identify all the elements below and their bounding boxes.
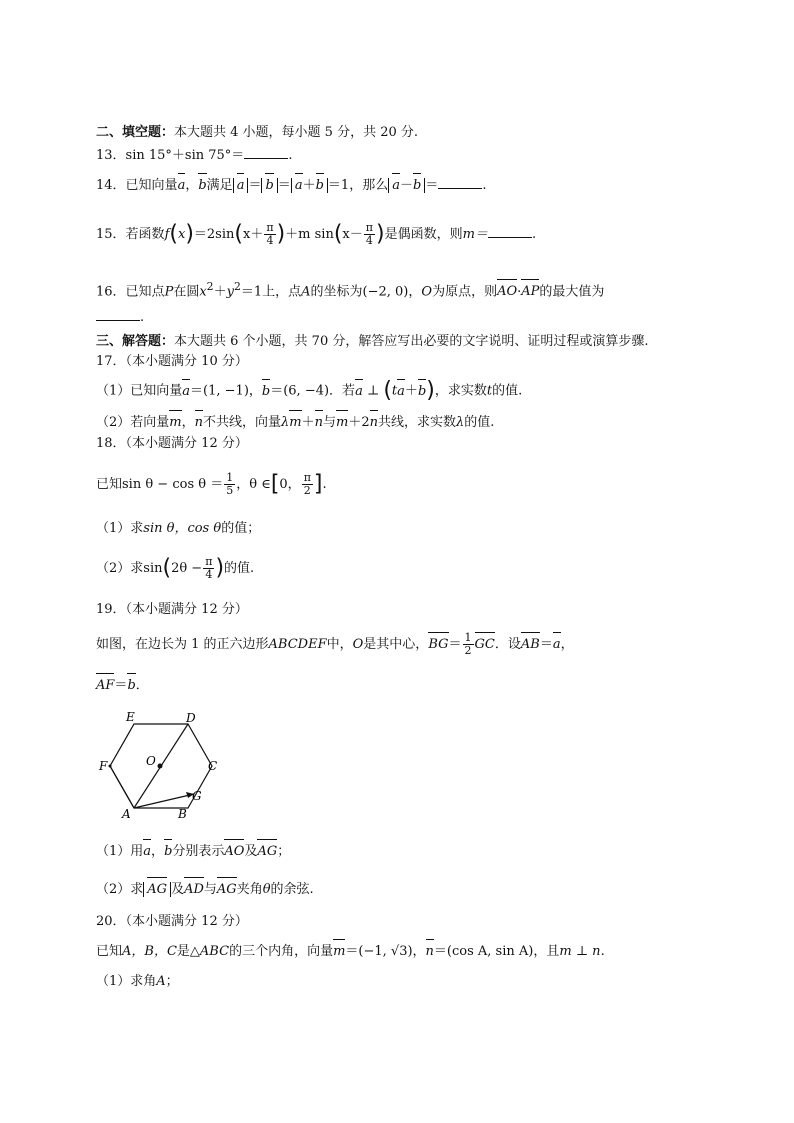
section3-heading bbox=[96, 332, 649, 352]
q19-part1: （1）用a，b分别表示AO及AG； bbox=[96, 842, 290, 862]
question-15: 15．若函数f(x)＝2sin(x＋ $\frac{\pi}{4}$ )＋m sin(x－ $\frac{\pi}{4}$ )是偶函数，则m＝ . bbox=[96, 221, 537, 247]
hexagon-figure bbox=[96, 710, 226, 822]
q18-given: 已知sin θ − cos θ ＝ $\frac{1}{5}$ ，θ ∈[0， $\frac{\pi}{2}$ ]. bbox=[96, 471, 327, 497]
q15-text-f: 是偶函数，则 bbox=[384, 227, 463, 242]
q19-title: 19．（本小题满分 12 分） bbox=[96, 602, 248, 617]
center-point-O bbox=[158, 764, 163, 769]
q16-answer-line: . bbox=[96, 306, 144, 328]
label-G: G bbox=[192, 789, 202, 803]
q13-text: sin 15°＋sin 75°＝ bbox=[125, 148, 245, 163]
q14-text-d: ＝ bbox=[425, 178, 439, 193]
q14-text-c: ＝1，那么 bbox=[327, 178, 389, 193]
q19-text-line1: 如图，在边长为 1 的正六边形ABCDEF中，O是其中心，BG＝ $\frac{1}{2}$ GC．设AB＝a， bbox=[96, 631, 574, 657]
q19-text-line2: AF＝b． bbox=[96, 676, 149, 696]
q15-text-d: ＋m sin bbox=[285, 227, 334, 242]
q15-text-g: m＝ bbox=[462, 227, 488, 242]
q20-given: 已知A，B，C是△ABC的三个内角，向量m＝(−1, √3)，n＝(cos A, sin A)，且m ⊥ n. bbox=[96, 942, 605, 962]
q16-text-e: (−2, 0) bbox=[362, 284, 409, 300]
q17-part1: （1）已知向量a＝(1, −1)，b＝(6, −4)．若a ⊥ (ta＋b)，求实数t的值. bbox=[96, 378, 523, 403]
q15-text-c: x＋ bbox=[242, 227, 264, 242]
q17-title: 17．（本小题满分 10 分） bbox=[96, 354, 248, 369]
q16-number: 16． bbox=[96, 284, 126, 300]
q15-answer-blank[interactable] bbox=[488, 223, 532, 238]
section2-heading bbox=[96, 123, 418, 143]
label-C: C bbox=[208, 759, 218, 773]
segment-AG bbox=[134, 794, 194, 808]
section2-label: 二、填空题： bbox=[96, 125, 175, 140]
q14-text-a: 已知向量 bbox=[125, 178, 178, 193]
q20-part1: （1）求角A； bbox=[96, 974, 179, 989]
label-F: F bbox=[99, 759, 108, 773]
q17-part2: （2）若向量m，n不共线，向量λm＋n与m＋2n共线，求实数λ的值. bbox=[96, 413, 494, 433]
q14-number: 14． bbox=[96, 178, 126, 193]
q15-number: 15． bbox=[96, 227, 126, 242]
q14-text-b: 满足 bbox=[206, 178, 233, 193]
q16-text-h: 的最大值为 bbox=[539, 284, 605, 300]
question-14: 14．已知向量a，b满足 a ＝ b ＝ a＋b ＝1，那么 a－b ＝ . bbox=[96, 174, 486, 196]
frac-pi-4-b: $\frac{\pi}{4}$ bbox=[365, 221, 373, 247]
q18-title: 18．（本小题满分 12 分） bbox=[96, 436, 248, 451]
q16-text-a: 已知点 bbox=[125, 284, 165, 300]
q16-answer-blank[interactable] bbox=[96, 306, 140, 321]
vector-a: a bbox=[178, 176, 186, 196]
label-O: O bbox=[146, 754, 156, 768]
label-E: E bbox=[126, 710, 135, 724]
question-16: 16．已知点P在圆$x^2+y^2=1$上，点A的坐标为(−2, 0)，O为原点，则AO·AP的最大值为 bbox=[96, 277, 604, 302]
q18-part2: （2）求sin(2θ − $\frac{\pi}{4}$ )的值. bbox=[96, 555, 255, 581]
frac-pi-4-a: $\frac{\pi}{4}$ bbox=[266, 221, 274, 247]
q15-text-b: ＝2sin bbox=[193, 227, 235, 242]
vector-b: b bbox=[198, 176, 206, 196]
section2-desc: 本大题共 4 小题，每小题 5 分，共 20 分. bbox=[174, 125, 419, 140]
label-D: D bbox=[186, 711, 196, 725]
q13-number: 13． bbox=[96, 148, 126, 163]
q13-answer-blank[interactable] bbox=[244, 144, 288, 159]
q16-text-g: 为原点，则 bbox=[432, 284, 498, 300]
label-B: B bbox=[178, 807, 187, 821]
label-A: A bbox=[122, 807, 131, 821]
q20-title: 20．（本小题满分 12 分） bbox=[96, 914, 248, 929]
q15-text-e: x－ bbox=[342, 227, 363, 242]
q16-text-c: 上，点 bbox=[262, 284, 302, 300]
q19-part2: （2）求 AG 及AD与AG夹角θ的余弦. bbox=[96, 880, 314, 900]
section3-desc: 本大题共 6 个小题，共 70 分，解答应写出必要的文字说明、证明过程或演算步骤. bbox=[174, 334, 649, 349]
vertex-dot-F bbox=[109, 765, 112, 768]
q15-text-a: 若函数 bbox=[125, 227, 165, 242]
q14-answer-blank[interactable] bbox=[438, 174, 482, 189]
q16-text-b: 在圆 bbox=[173, 284, 200, 300]
q18-part1: （1）求sin θ，cos θ的值； bbox=[96, 521, 261, 536]
q16-text-d: 的坐标为 bbox=[310, 284, 363, 300]
section3-label: 三、解答题： bbox=[96, 334, 175, 349]
side-FA bbox=[110, 766, 134, 808]
question-13: 13．sin 15°＋sin 75°＝ . bbox=[96, 144, 292, 166]
q16-text-f: ， bbox=[408, 284, 422, 300]
